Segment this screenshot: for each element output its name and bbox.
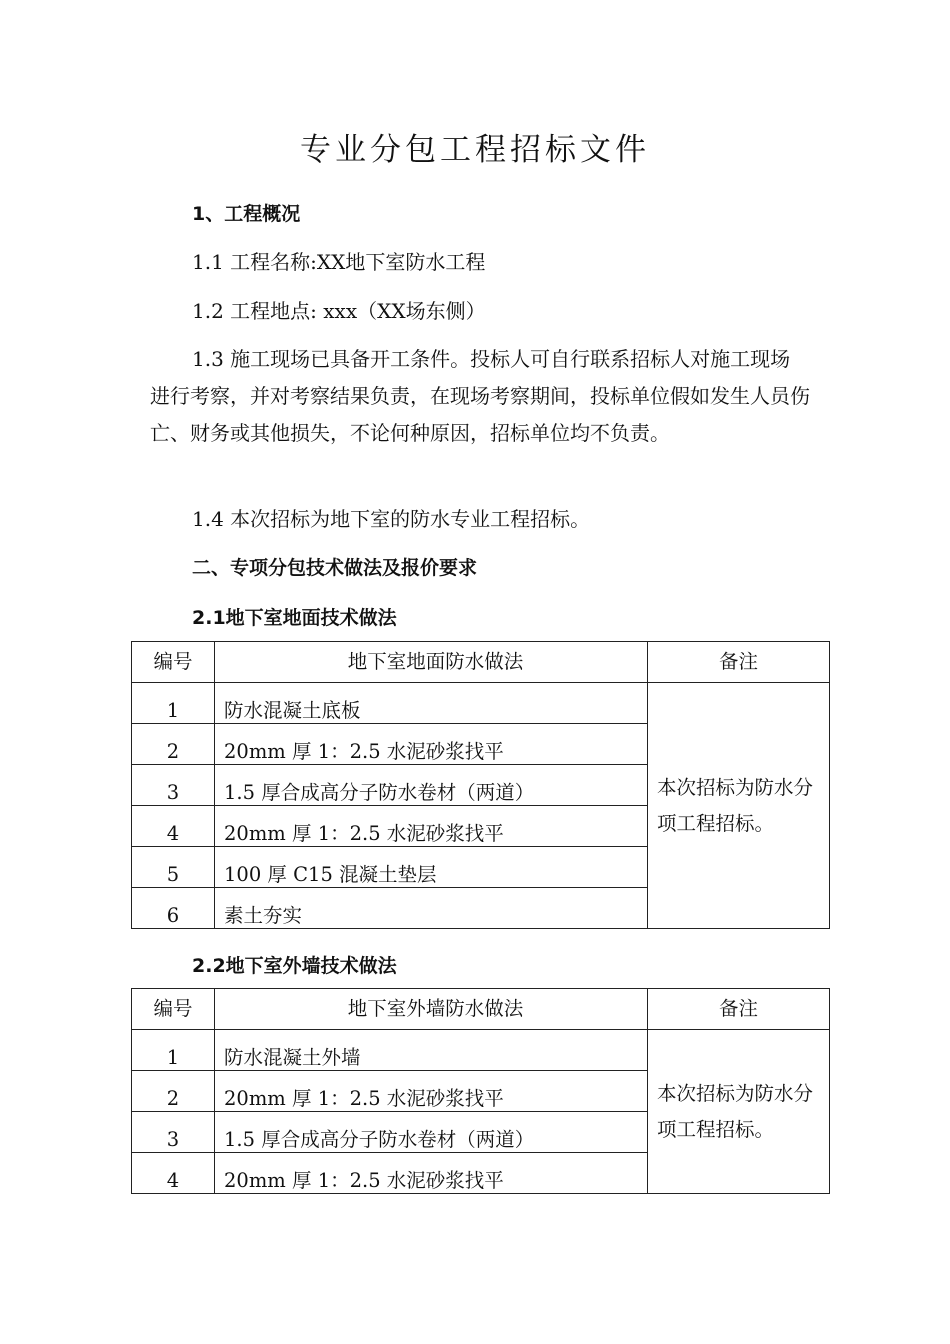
table-row bbox=[132, 1030, 830, 1071]
section1-heading: 1、工程概况 bbox=[192, 203, 301, 225]
header-note: 备注 bbox=[648, 642, 830, 683]
row-note: 本次招标为防水分项工程招标。 bbox=[648, 1030, 830, 1194]
header-method: 地下室地面防水做法 bbox=[215, 642, 648, 683]
row-method: 防水混凝土外墙 bbox=[215, 1030, 648, 1071]
row-method: 20mm 厚 1：2.5 水泥砂浆找平 bbox=[215, 806, 648, 847]
row-note: 本次招标为防水分项工程招标。 bbox=[648, 683, 830, 929]
row-method: 1.5 厚合成高分子防水卷材（两道） bbox=[215, 765, 648, 806]
row-number: 4 bbox=[132, 1153, 215, 1194]
row-number: 2 bbox=[132, 724, 215, 765]
section2-heading: 二、专项分包技术做法及报价要求 bbox=[192, 557, 478, 579]
item-1-3: 1.3 施工现场已具备开工条件。投标人可自行联系招标人对施工现场进行考察，并对考察结果负责，在现场考察期间，投标单位假如发生人员伤亡、财务或其他损失，不论何种原因，招标单位均不负责。 bbox=[150, 347, 810, 445]
row-method: 20mm 厚 1：2.5 水泥砂浆找平 bbox=[215, 724, 648, 765]
row-number: 1 bbox=[132, 683, 215, 724]
header-note: 备注 bbox=[648, 989, 830, 1030]
row-number: 1 bbox=[132, 1030, 215, 1071]
header-number: 编号 bbox=[132, 642, 215, 683]
table2-caption: 2.2地下室外墙技术做法 bbox=[192, 955, 397, 977]
ground-waterproof-table bbox=[131, 641, 830, 929]
row-method: 100 厚 C15 混凝土垫层 bbox=[215, 847, 648, 888]
wall-waterproof-table bbox=[131, 988, 830, 1194]
table-header-row bbox=[132, 642, 830, 683]
header-number: 编号 bbox=[132, 989, 215, 1030]
row-number: 2 bbox=[132, 1071, 215, 1112]
row-method: 素土夯实 bbox=[215, 888, 648, 929]
row-method: 1.5 厚合成高分子防水卷材（两道） bbox=[215, 1112, 648, 1153]
row-number: 3 bbox=[132, 765, 215, 806]
table-header-row bbox=[132, 989, 830, 1030]
row-number: 3 bbox=[132, 1112, 215, 1153]
table1-caption: 2.1地下室地面技术做法 bbox=[192, 607, 397, 629]
row-number: 4 bbox=[132, 806, 215, 847]
table-row bbox=[132, 683, 830, 724]
header-method: 地下室外墙防水做法 bbox=[215, 989, 648, 1030]
document-title: 专业分包工程招标文件 bbox=[300, 132, 650, 168]
row-number: 6 bbox=[132, 888, 215, 929]
row-method: 防水混凝土底板 bbox=[215, 683, 648, 724]
item-1-2: 1.2 工程地点: xxx（XX场东侧） bbox=[192, 299, 486, 323]
row-method: 20mm 厚 1：2.5 水泥砂浆找平 bbox=[215, 1153, 648, 1194]
item-1-4: 1.4 本次招标为地下室的防水专业工程招标。 bbox=[192, 507, 591, 531]
row-number: 5 bbox=[132, 847, 215, 888]
row-method: 20mm 厚 1：2.5 水泥砂浆找平 bbox=[215, 1071, 648, 1112]
item-1-1: 1.1 工程名称:XX地下室防水工程 bbox=[192, 250, 486, 274]
